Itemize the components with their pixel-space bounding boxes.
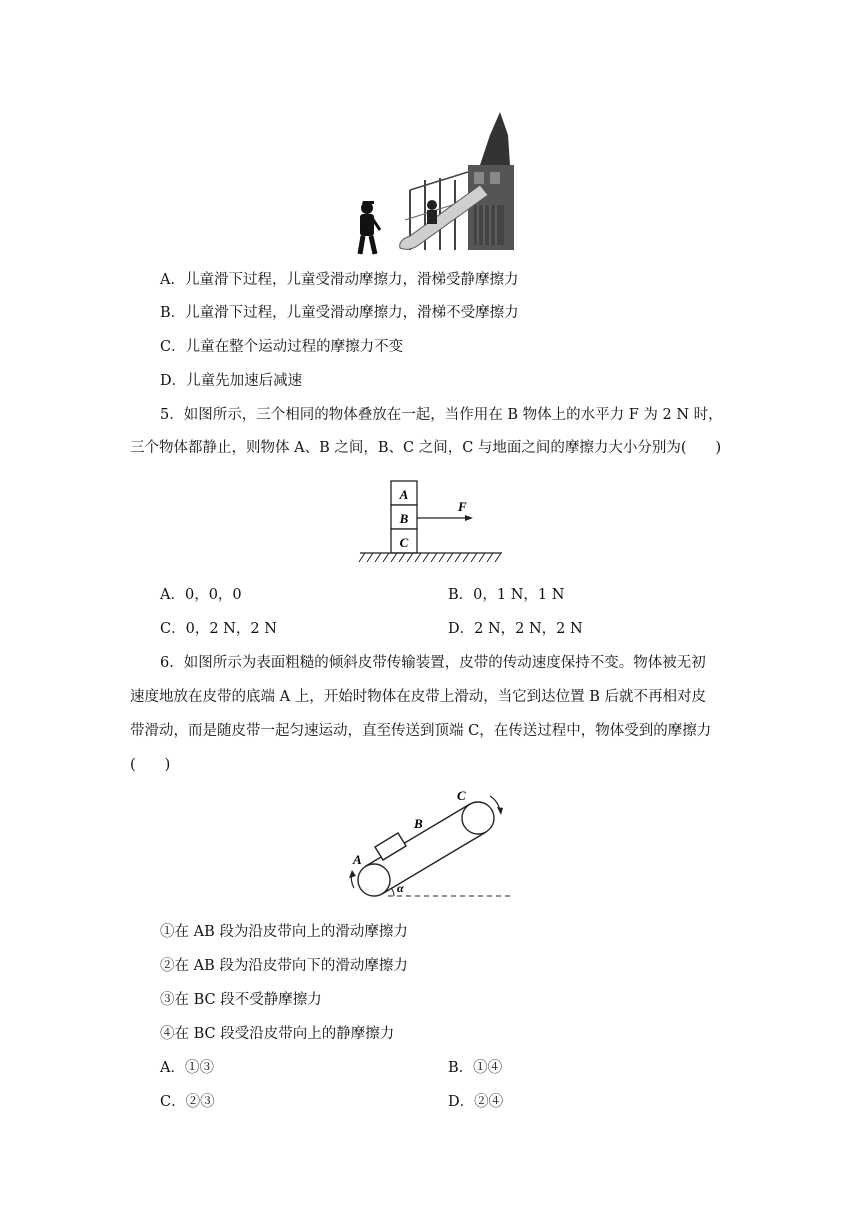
- q4-option-a: A．儿童滑下过程，儿童受滑动摩擦力，滑梯受静摩擦力: [160, 272, 519, 288]
- top-pulley: [462, 802, 494, 834]
- q5-option-b: B．0，1 N，1 N: [448, 587, 565, 603]
- q6-option-a: A．①③: [160, 1060, 214, 1076]
- q5-option-a: A．0，0，0: [160, 587, 242, 603]
- q6-option-b: B．①④: [448, 1060, 503, 1076]
- standing-child-figure: [360, 201, 380, 254]
- tower-roof: [470, 112, 510, 165]
- q5-stem-line2: 三个物体都静止，则物体 A、B 之间，B、C 之间，C 与地面之间的摩擦力大小分别为( ): [130, 440, 722, 456]
- label-c: C: [457, 788, 466, 803]
- q4-option-d: D．儿童先加速后减速: [160, 373, 303, 389]
- q5-option-c: C．0，2 N，2 N: [160, 621, 277, 637]
- q6-statement-3: ③在 BC 段不受静摩擦力: [160, 992, 322, 1008]
- angle-arc: [391, 888, 394, 896]
- q6-statement-4: ④在 BC 段受沿皮带向上的静摩擦力: [160, 1026, 395, 1042]
- q6-option-d: D．②④: [448, 1094, 504, 1110]
- label-c: C: [399, 535, 409, 550]
- q6-option-c: C．②③: [160, 1094, 215, 1110]
- label-b: B: [414, 816, 423, 831]
- q6-statement-2: ②在 AB 段为沿皮带向下的滑动摩擦力: [160, 958, 408, 974]
- label-f: F: [458, 499, 467, 514]
- object-block: [375, 833, 406, 860]
- q6-stem-line2: 速度地放在皮带的底端 A 上，开始时物体在皮带上滑动，当它到达位置 B 后就不再相对皮: [130, 689, 707, 705]
- q5-stem-line1: 5．如图所示，三个相同的物体叠放在一起，当作用在 B 物体上的水平力 F 为 2 N 时，: [160, 407, 723, 423]
- q6-stem-line3: 带滑动，而是随皮带一起匀速运动，直至传送到顶端 C，在传送过程中，物体受到的摩擦力: [130, 723, 712, 739]
- q6-stem-line1: 6．如图所示为表面粗糙的倾斜皮带传输装置，皮带的传动速度保持不变。物体被无初: [160, 655, 706, 671]
- label-alpha: α: [397, 881, 404, 895]
- label-b: B: [399, 511, 409, 526]
- bottom-pulley: [358, 864, 390, 896]
- q6-stem-line4: ( ): [130, 757, 171, 773]
- q4-option-c: C．儿童在整个运动过程的摩擦力不变: [160, 339, 404, 355]
- q5-stacked-blocks-figure: [355, 478, 505, 566]
- q6-conveyor-belt-figure: [340, 788, 520, 906]
- q5-option-d: D．2 N，2 N，2 N: [448, 621, 583, 637]
- label-a: A: [353, 852, 362, 867]
- q6-statement-1: ①在 AB 段为沿皮带向上的滑动摩擦力: [160, 924, 408, 940]
- playground-slide-image: [350, 110, 520, 258]
- label-a: A: [399, 487, 409, 502]
- q4-option-b: B．儿童滑下过程，儿童受滑动摩擦力，滑梯不受摩擦力: [160, 305, 519, 321]
